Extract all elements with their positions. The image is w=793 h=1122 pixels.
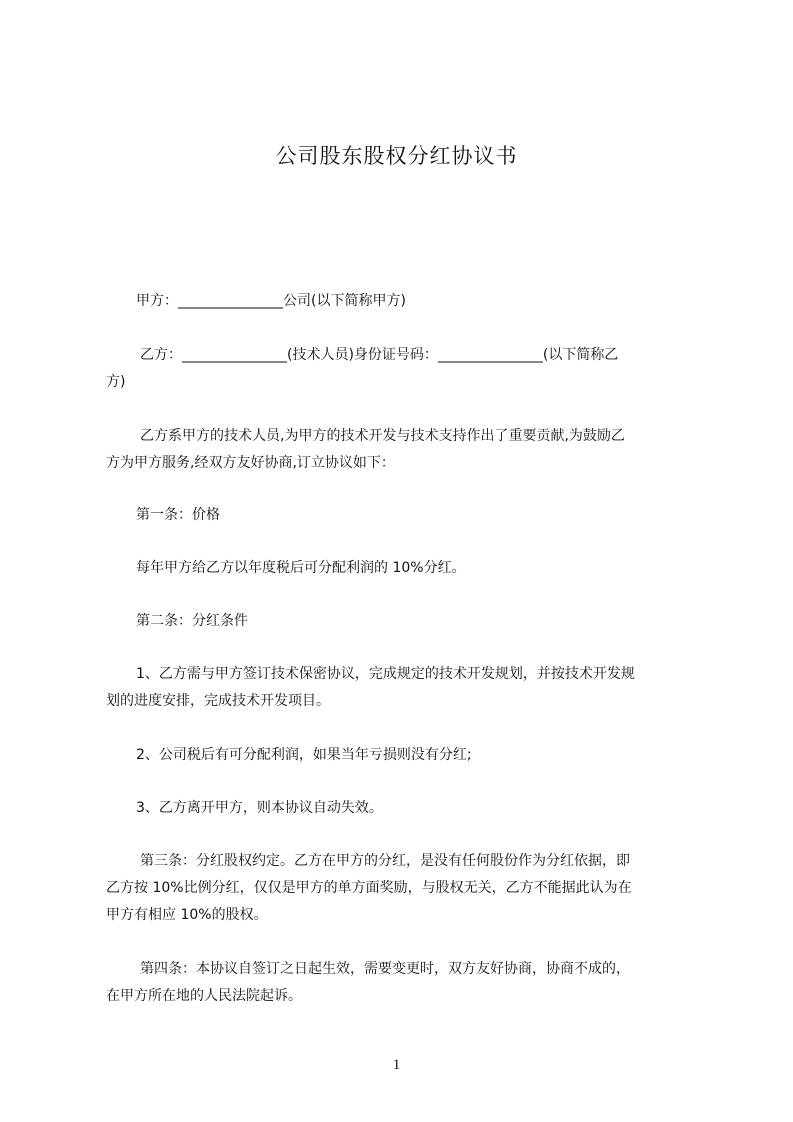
article-3-line-3: 甲方有相应 10%的股权。: [106, 907, 268, 923]
article-2-heading: 第二条：分红条件: [136, 613, 248, 629]
article-2-item-1-line-1: 1、乙方需与甲方签订技术保密协议，完成规定的技术开发规划，并按技术开发规: [136, 666, 635, 682]
page-number: 1: [392, 1057, 401, 1073]
article-2-item-3: 3、乙方离开甲方，则本协议自动失效。: [136, 800, 383, 816]
document-title: 公司股东股权分红协议书: [275, 144, 518, 168]
party-a-line: 甲方：_______________公司(以下简称甲方): [136, 293, 406, 309]
article-1-heading: 第一条：价格: [136, 507, 220, 523]
article-1-body: 每年甲方给乙方以年度税后可分配利润的 10%分红。: [136, 560, 466, 576]
intro-line-1: 乙方系甲方的技术人员,为甲方的技术开发与技术支持作出了重要贡献,为鼓励乙: [140, 428, 625, 444]
article-2-item-1-line-2: 划的进度安排，完成技术开发项目。: [106, 693, 330, 709]
article-3-line-2: 乙方按 10%比例分红，仅仅是甲方的单方面奖励，与股权无关，乙方不能据此认为在: [106, 880, 632, 896]
party-b-line-1: 乙方：_______________(技术人员)身份证号码：_______________(以下简称乙: [140, 347, 619, 363]
article-2-item-2: 2、公司税后有可分配利润，如果当年亏损则没有分红;: [136, 747, 472, 763]
article-4-line-2: 在甲方所在地的人民法院起诉。: [106, 988, 302, 1004]
intro-line-2: 方为甲方服务,经双方友好协商,订立协议如下：: [106, 455, 395, 471]
article-3-line-1: 第三条：分红股权约定。乙方在甲方的分红，是没有任何股份作为分红依据，即: [140, 853, 630, 869]
party-b-line-2: 方): [106, 374, 126, 390]
article-4-line-1: 第四条：本协议自签订之日起生效，需要变更时，双方友好协商，协商不成的，: [140, 961, 630, 977]
